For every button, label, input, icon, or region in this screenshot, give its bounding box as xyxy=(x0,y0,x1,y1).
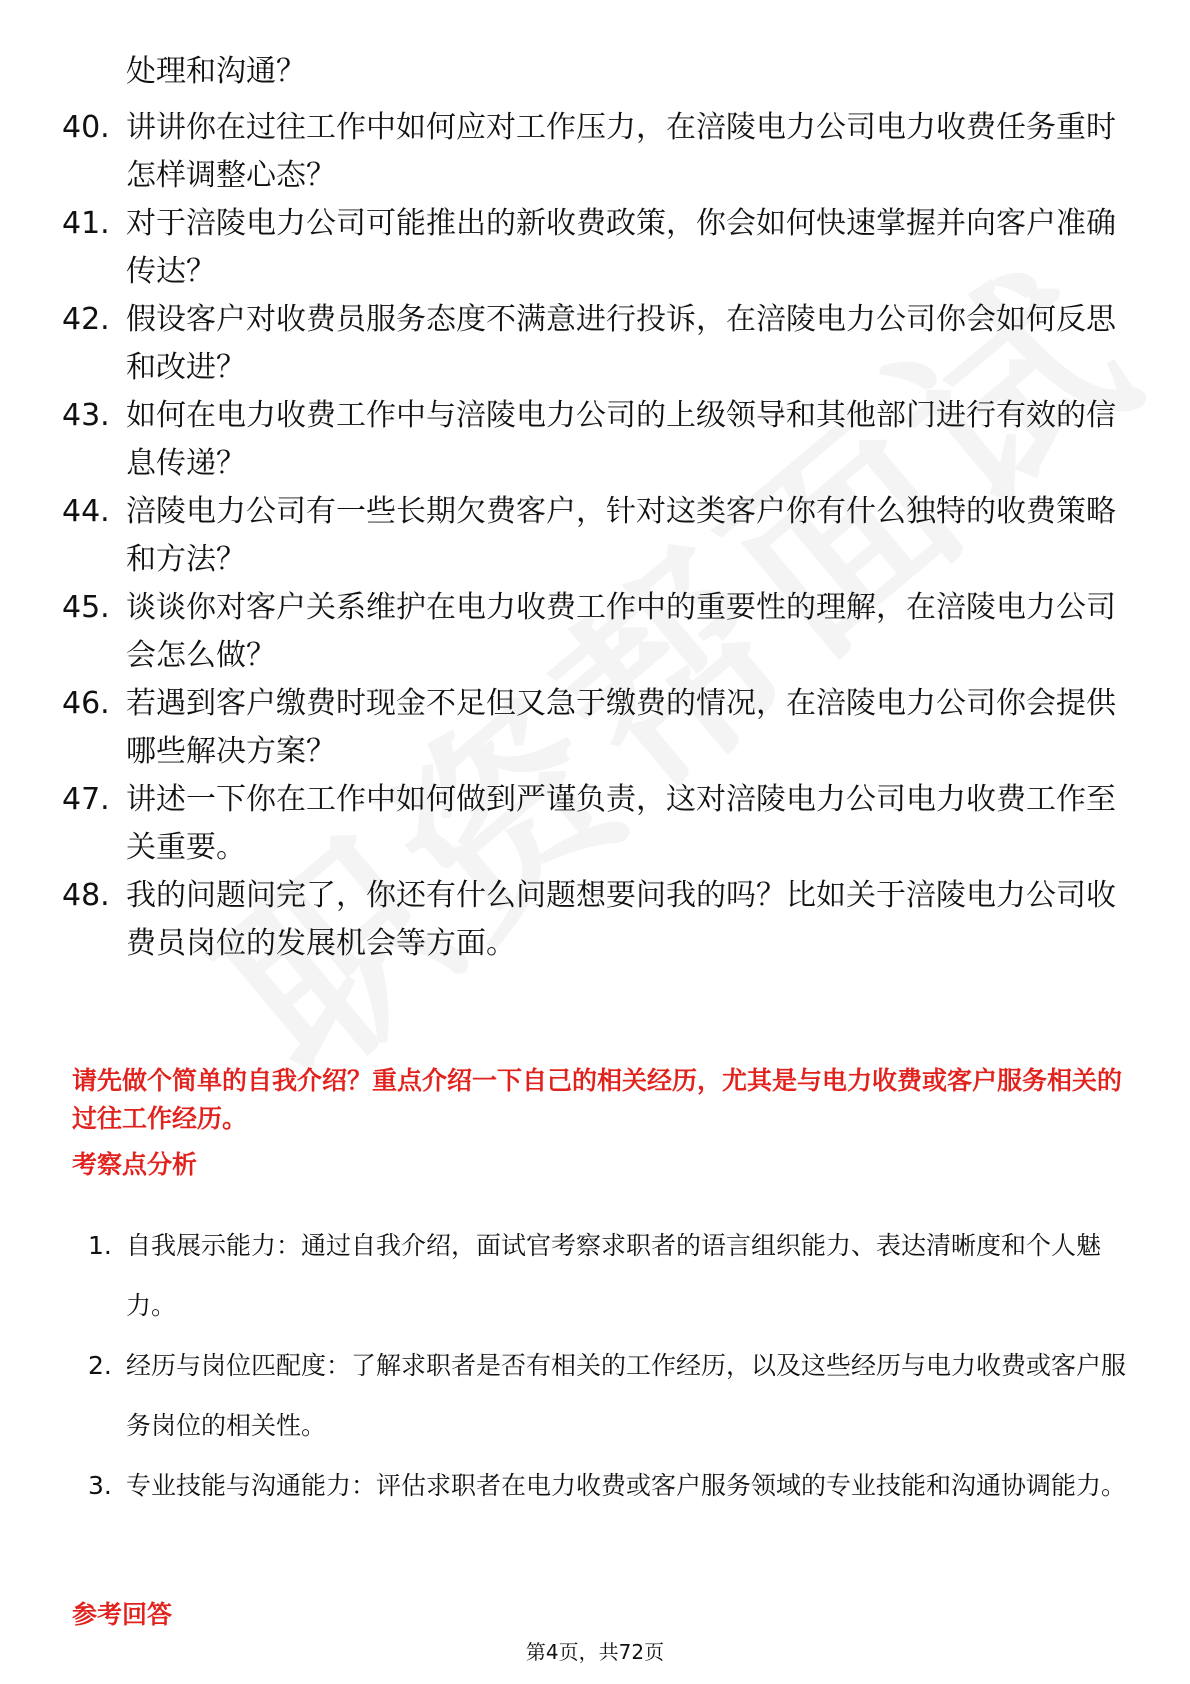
continued-question-text: 处理和沟通？ xyxy=(126,54,306,89)
question-text: 如何在电力收费工作中与涪陵电力公司的上级领导和其他部门进行有效的信息传递？ xyxy=(126,398,1116,481)
question-text: 假设客户对收费员服务态度不满意进行投诉，在涪陵电力公司你会如何反思和改进？ xyxy=(126,302,1116,385)
question-number: 48. xyxy=(62,878,110,913)
question-number: 40. xyxy=(62,110,110,145)
page-footer: 第4页，共72页 xyxy=(525,1640,665,1664)
question-number: 45. xyxy=(62,590,110,625)
analysis-item-text: 专业技能与沟通能力：评估求职者在电力收费或客户服务领域的专业技能和沟通协调能力。 xyxy=(126,1471,1127,1500)
intro-question-heading: 请先做个简单的自我介绍？重点介绍一下自己的相关经历，尤其是与电力收费或客户服务相关的过往工作经历。 xyxy=(72,1066,1123,1133)
analysis-item-text: 经历与岗位匹配度：了解求职者是否有相关的工作经历，以及这些经历与电力收费或客户服务岗位的相关性。 xyxy=(126,1351,1127,1440)
analysis-item-number: 1. xyxy=(88,1231,112,1260)
question-text: 涪陵电力公司有一些长期欠费客户，针对这类客户你有什么独特的收费策略和方法？ xyxy=(126,494,1116,577)
reference-answer-title: 参考回答 xyxy=(72,1600,173,1629)
question-number: 47. xyxy=(62,782,110,817)
analysis-item-text: 自我展示能力：通过自我介绍，面试官考察求职者的语言组织能力、表达清晰度和个人魅力。 xyxy=(126,1231,1102,1320)
analysis-item-number: 3. xyxy=(88,1471,112,1500)
question-number: 46. xyxy=(62,686,110,721)
question-text: 谈谈你对客户关系维护在电力收费工作中的重要性的理解，在涪陵电力公司会怎么做？ xyxy=(126,590,1116,673)
question-text: 若遇到客户缴费时现金不足但又急于缴费的情况，在涪陵电力公司你会提供哪些解决方案？ xyxy=(126,686,1116,769)
analysis-item-number: 2. xyxy=(88,1351,112,1380)
question-text: 对于涪陵电力公司可能推出的新收费政策，你会如何快速掌握并向客户准确传达？ xyxy=(126,206,1116,289)
question-number: 44. xyxy=(62,494,110,529)
question-number: 41. xyxy=(62,206,110,241)
question-text: 讲述一下你在工作中如何做到严谨负责，这对涪陵电力公司电力收费工作至关重要。 xyxy=(126,782,1116,865)
analysis-section-title: 考察点分析 xyxy=(72,1150,198,1179)
question-number: 43. xyxy=(62,398,110,433)
question-text: 我的问题问完了，你还有什么问题想要问我的吗？比如关于涪陵电力公司收费员岗位的发展机会等方面。 xyxy=(126,878,1116,961)
question-number: 42. xyxy=(62,302,110,337)
question-text: 讲讲你在过往工作中如何应对工作压力，在涪陵电力公司电力收费任务重时怎样调整心态？ xyxy=(126,110,1116,193)
